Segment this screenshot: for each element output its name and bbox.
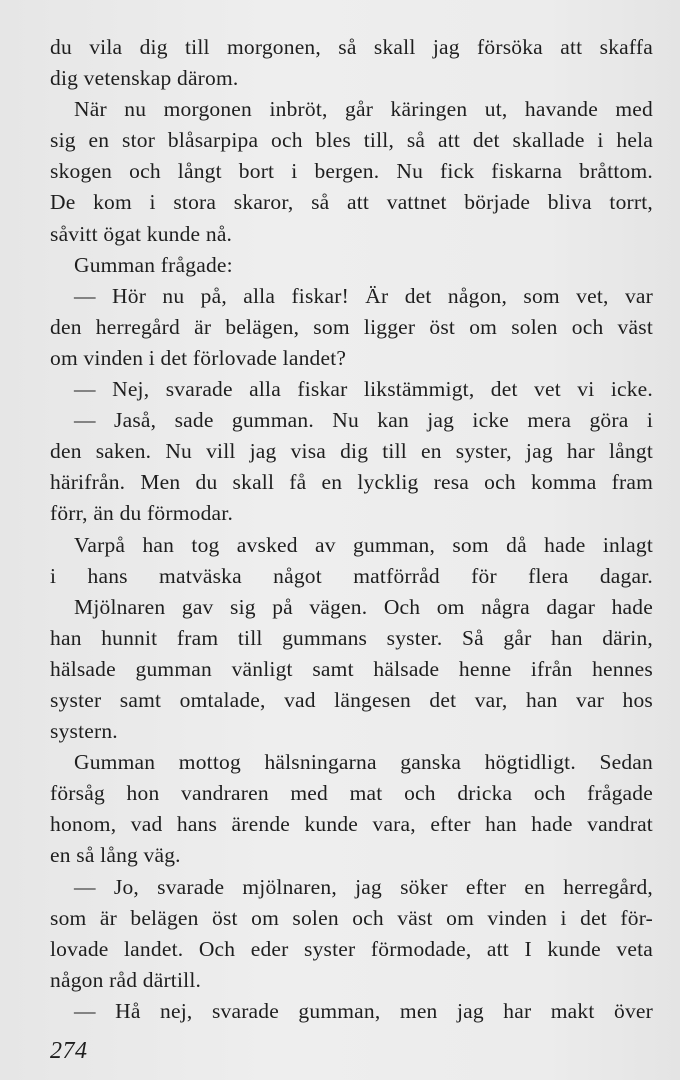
text-line: — Hör nu på, alla fiskar! Är det någon, som vet, var bbox=[74, 283, 653, 308]
text-line: — Hå nej, svarade gumman, men jag har makt över bbox=[74, 998, 653, 1023]
text-line: syster samt omtalade, vad längesen det var, han var hos bbox=[50, 687, 653, 712]
text-line: dig vetenskap därom. bbox=[50, 66, 239, 91]
text-line: — Jaså, sade gumman. Nu kan jag icke mera göra i bbox=[74, 408, 653, 433]
text-line: — Nej, svarade alla fiskar likstämmigt, det vet vi icke. bbox=[74, 377, 653, 402]
text-line: Gumman mottog hälsningarna ganska högtidligt. Sedan bbox=[74, 750, 653, 775]
body-text bbox=[50, 32, 653, 1027]
text-line: systern. bbox=[50, 719, 118, 744]
text-line: han hunnit fram till gummans syster. Så går han därin, bbox=[50, 625, 653, 650]
text-line: som är belägen öst om solen och väst om vinden i det för- bbox=[50, 905, 653, 930]
text-line: du vila dig till morgonen, så skall jag försöka att skaffa bbox=[50, 35, 653, 59]
text-line: såvitt ögat kunde nå. bbox=[50, 221, 233, 246]
page-number: 274 bbox=[50, 1038, 88, 1064]
text-line: den herregård är belägen, som ligger öst om solen och väst bbox=[50, 314, 653, 339]
text-line: De kom i stora skaror, så att vattnet började bliva torrt, bbox=[50, 190, 653, 215]
text-line: förr, än du förmodar. bbox=[50, 501, 234, 526]
text-line: om vinden i det förlovade landet? bbox=[50, 345, 347, 370]
text-line: den saken. Nu vill jag visa dig till en syster, jag har långt bbox=[50, 439, 653, 464]
text-line: försåg hon vandraren med mat och dricka och frågade bbox=[50, 781, 653, 806]
text-line: lovade landet. Och eder syster förmodade, att I kunde veta bbox=[50, 936, 653, 961]
text-line: en så lång väg. bbox=[50, 843, 181, 868]
text-line: härifrån. Men du skall få en lycklig resa och komma fram bbox=[50, 470, 653, 495]
text-line: skogen och långt bort i bergen. Nu fick fiskarna bråttom. bbox=[50, 159, 653, 184]
text-line: Varpå han tog avsked av gumman, som då hade inlagt bbox=[74, 532, 653, 557]
text-line: någon råd därtill. bbox=[50, 967, 202, 992]
text-line: hälsade gumman vänligt samt hälsade henne ifrån hennes bbox=[50, 656, 653, 681]
text-line: Gumman frågade: bbox=[74, 252, 233, 277]
text-line: sig en stor blåsarpipa och bles till, så att det skallade i hela bbox=[50, 128, 653, 153]
text-line: honom, vad hans ärende kunde vara, efter han hade vandrat bbox=[50, 812, 653, 837]
text-line: i hans matväska något matförråd för flera dagar. bbox=[50, 563, 653, 588]
text-line: — Jo, svarade mjölnaren, jag söker efter en herregård, bbox=[74, 874, 653, 899]
text-line: Mjölnaren gav sig på vägen. Och om några dagar hade bbox=[74, 594, 653, 619]
text-line: När nu morgonen inbröt, går käringen ut, havande med bbox=[74, 97, 653, 122]
